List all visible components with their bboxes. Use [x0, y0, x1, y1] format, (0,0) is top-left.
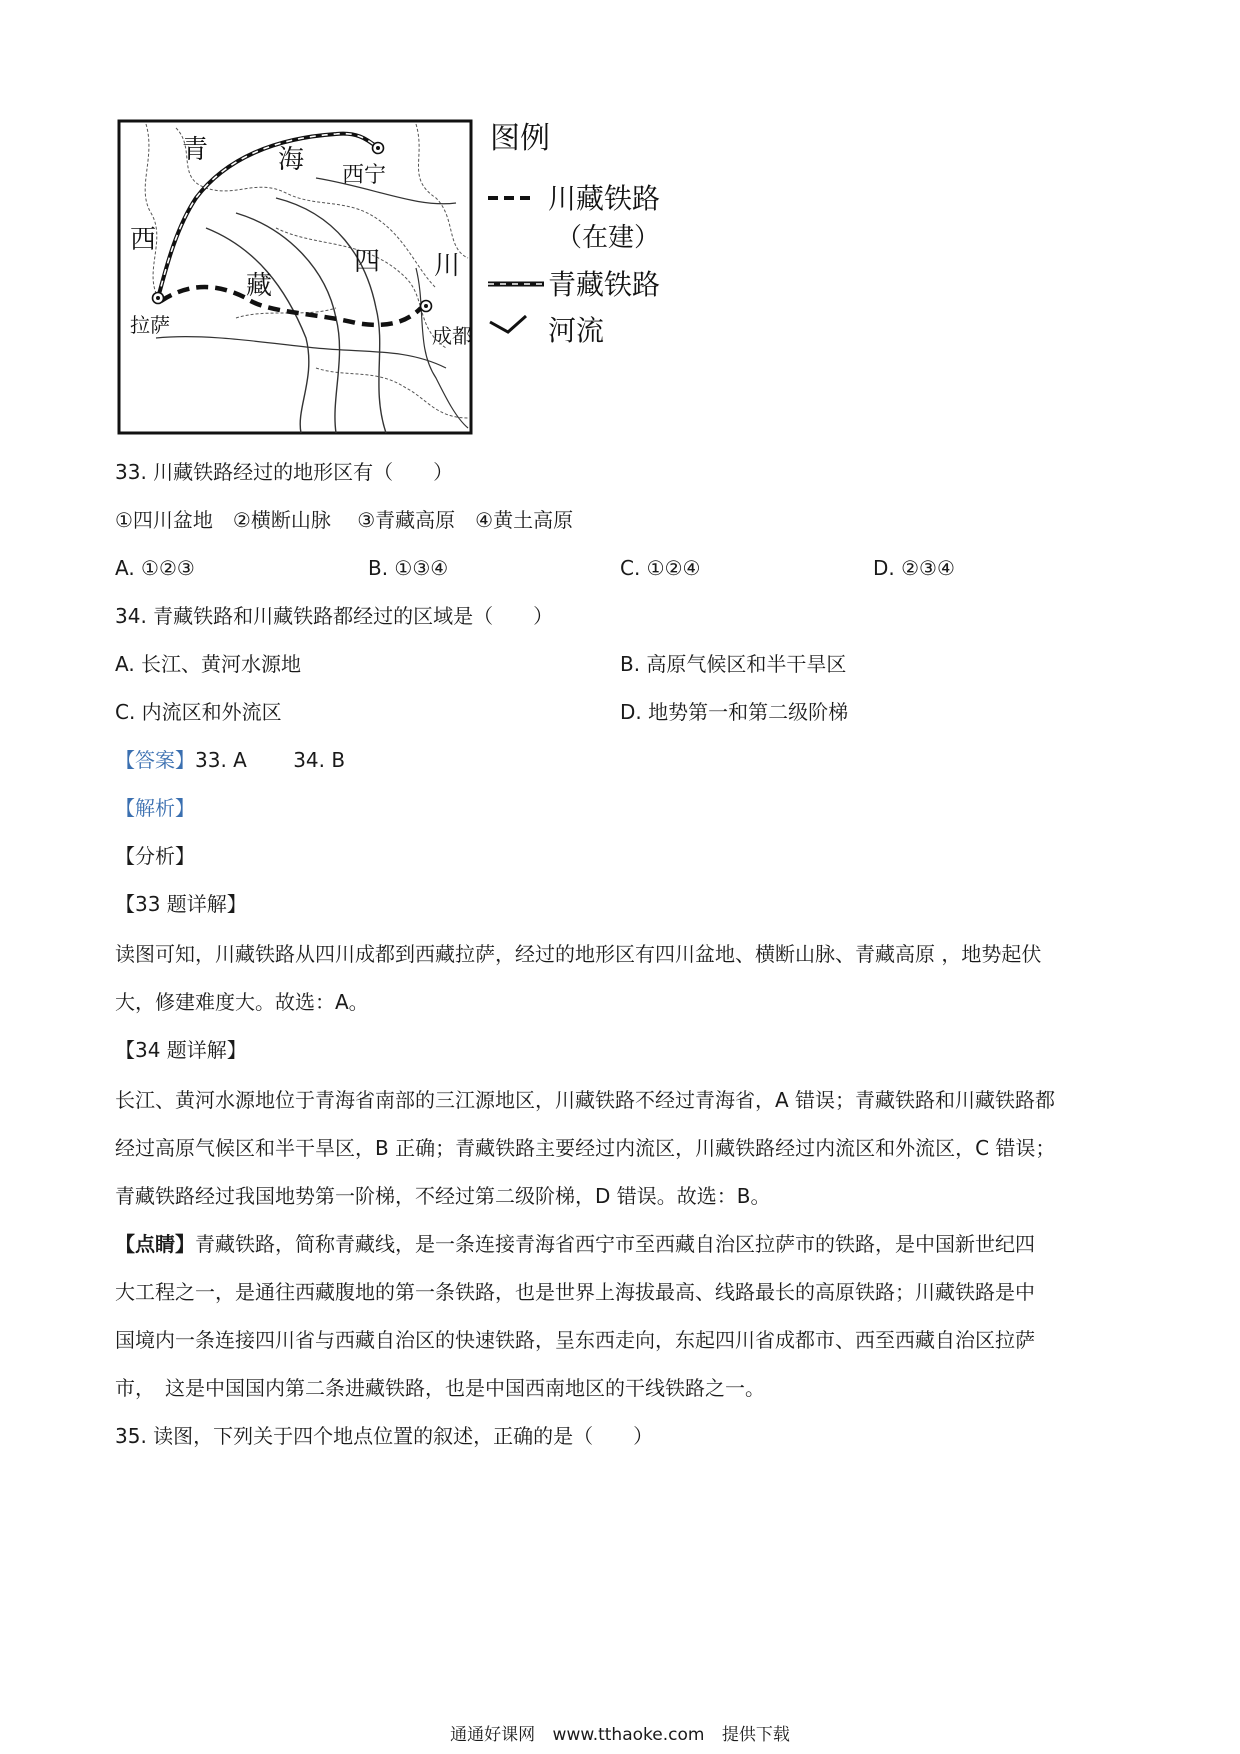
question-33-items: ①四川盆地 ②横断山脉 ③青藏高原 ④黄土高原	[115, 508, 574, 532]
legend-title: 图例	[490, 121, 550, 156]
label-chengdu: 成都	[432, 324, 472, 348]
label-si: 四	[354, 247, 381, 277]
page-footer	[0, 1720, 1240, 1745]
footer-note: 提供下载	[721, 1725, 790, 1745]
dianjing-line-1	[115, 1230, 1035, 1258]
legend-qingzang: 青藏铁路	[548, 268, 661, 301]
river-icon	[490, 316, 526, 332]
label-chuan: 川	[434, 251, 461, 281]
fenxi-heading: 【分析】	[115, 844, 195, 868]
answer-text: 33. A 34. B	[195, 748, 346, 772]
answer-line	[115, 746, 345, 774]
label-zang: 藏	[246, 271, 273, 301]
map-legend	[480, 118, 700, 358]
dianjing-line-2: 大工程之一，是通往西藏腹地的第一条铁路，也是世界上海拔最高、线路最长的高原铁路；川藏铁路是中	[115, 1280, 1035, 1304]
dianjing-line-3: 国境内一条连接四川省与西藏自治区的快速铁路，呈东西走向，东起四川省成都市、西至西藏自治区拉萨	[115, 1328, 1035, 1352]
question-34: 34. 青藏铁路和川藏铁路都经过的区域是（ ）	[115, 604, 554, 628]
d34-line-3: 青藏铁路经过我国地势第一阶梯，不经过第二级阶梯，D 错误。故选：B。	[115, 1184, 771, 1208]
dianjing-tag: 【点睛】	[115, 1232, 195, 1256]
chengdu-marker	[421, 301, 432, 312]
legend-river: 河流	[548, 314, 605, 347]
q34-option-a: A. 长江、黄河水源地	[115, 652, 302, 676]
answer-tag: 【答案】	[115, 748, 195, 772]
legend-chuanzang-sub: （在建）	[556, 223, 661, 253]
footer-url[interactable]: www.tthaoke.com	[552, 1725, 705, 1745]
q34-option-c: C. 内流区和外流区	[115, 700, 282, 724]
label-lasa: 拉萨	[130, 313, 170, 337]
d34-line-1: 长江、黄河水源地位于青海省南部的三江源地区，川藏铁路不经过青海省，A 错误；青藏铁路和川藏铁路都	[115, 1088, 1056, 1112]
d33-line-1: 读图可知，川藏铁路从四川成都到西藏拉萨，经过的地形区有四川盆地、横断山脉、青藏高原 ，地势起伏	[115, 942, 1042, 966]
label-hai: 海	[278, 145, 305, 175]
q34-option-b: B. 高原气候区和半干旱区	[620, 652, 847, 676]
question-35: 35. 读图，下列关于四个地点位置的叙述，正确的是（ ）	[115, 1424, 654, 1448]
footer-site: 通通好课网	[450, 1725, 536, 1745]
d33-line-2: 大，修建难度大。故选：A。	[115, 990, 369, 1014]
dianjing-text-1: 青藏铁路，简称青藏线，是一条连接青海省西宁市至西藏自治区拉萨市的铁路，是中国新世纪四	[195, 1232, 1035, 1256]
analysis-tag: 【解析】	[115, 796, 195, 820]
xining-marker	[373, 143, 384, 154]
q33-option-c: C. ①②④	[620, 556, 701, 580]
q33-option-a: A. ①②③	[115, 556, 195, 580]
question-33: 33. 川藏铁路经过的地形区有（ ）	[115, 460, 454, 484]
q33-option-d: D. ②③④	[873, 556, 955, 580]
d34-line-2: 经过高原气候区和半干旱区，B 正确；青藏铁路主要经过内流区，川藏铁路经过内流区和外流区，C 错误；	[115, 1136, 1056, 1160]
analysis-line	[115, 794, 195, 822]
label-xi: 西	[130, 225, 157, 255]
label-xining: 西宁	[342, 163, 387, 188]
railway-map	[116, 118, 476, 438]
label-qing: 青	[182, 135, 209, 165]
legend-chuanzang: 川藏铁路	[548, 182, 661, 215]
dianjing-line-4: 市， 这是中国国内第二条进藏铁路，也是中国西南地区的干线铁路之一。	[115, 1376, 765, 1400]
d34-title: 【34 题详解】	[115, 1038, 247, 1062]
q33-option-b: B. ①③④	[368, 556, 449, 580]
q34-option-d: D. 地势第一和第二级阶梯	[620, 700, 849, 724]
d33-title: 【33 题详解】	[115, 892, 247, 916]
lasa-marker	[153, 293, 164, 304]
